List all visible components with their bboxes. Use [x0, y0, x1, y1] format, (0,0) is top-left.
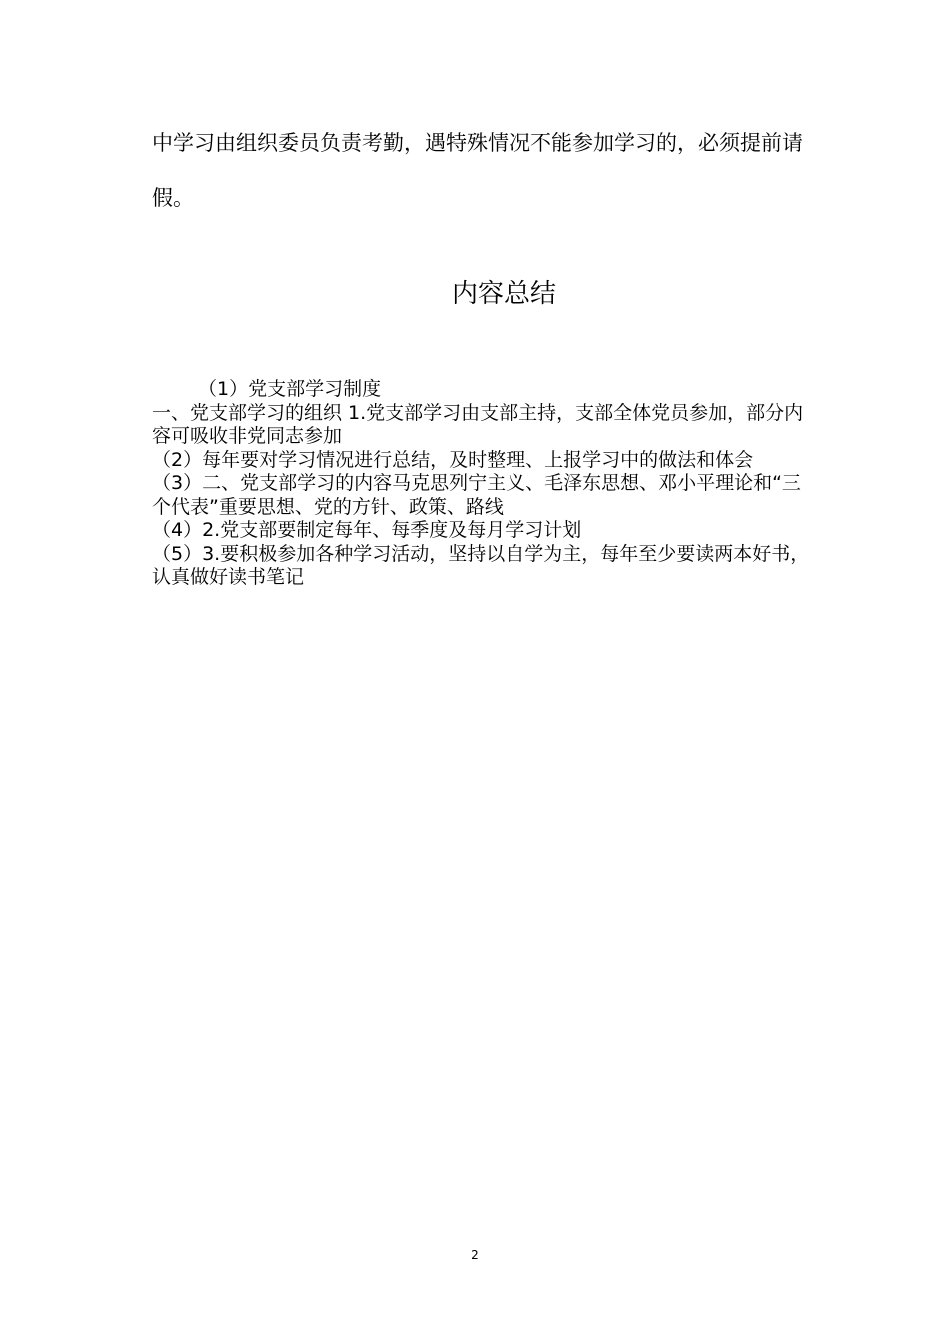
summary-item: （3）二、党支部学习的内容马克思列宁主义、毛泽东思想、邓小平理论和“三个代表”重要思想、党的方针、政策、路线 [152, 472, 801, 518]
summary-item: （5）3.要积极参加各种学习活动，坚持以自学为主，每年至少要读两本好书，认真做好读书笔记 [152, 542, 810, 588]
summary-title: 内容总结 [451, 279, 556, 309]
summary-item: 一、党支部学习的组织 1.党支部学习由支部主持，支部全体党员参加，部分内容可吸收非党同志参加 [152, 401, 804, 447]
summary-item: （1）党支部学习制度 [198, 378, 382, 400]
summary-list [152, 378, 812, 590]
continued-paragraph: 中学习由组织委员负责考勤，遇特殊情况不能参加学习的，必须提前请假。 [152, 131, 803, 210]
page-number: 2 [471, 1248, 479, 1262]
summary-item: （4）2.党支部要制定每年、每季度及每月学习计划 [152, 519, 582, 541]
summary-item: （2）每年要对学习情况进行总结，及时整理、上报学习中的做法和体会 [152, 448, 754, 471]
